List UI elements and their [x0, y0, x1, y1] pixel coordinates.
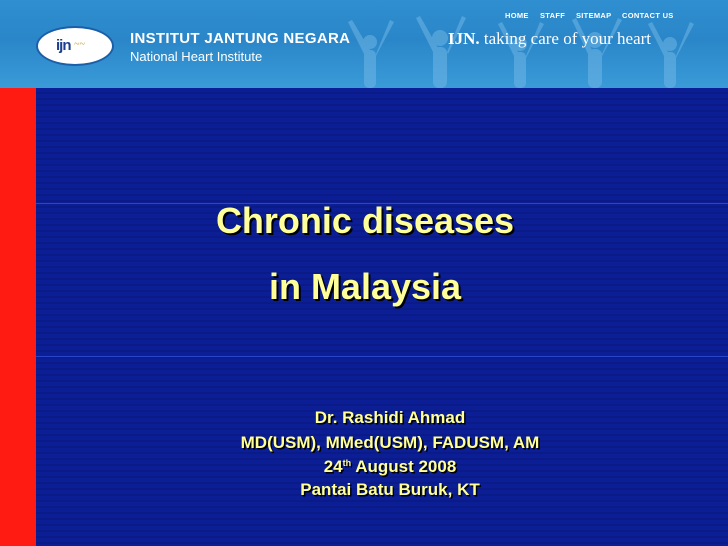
nav-contact-us-link[interactable]: CONTACT US: [622, 11, 674, 20]
date-day: 24: [323, 457, 343, 476]
left-accent-bar: [0, 88, 36, 546]
people-silhouette-graphic: [330, 14, 728, 88]
nav-staff-link[interactable]: STAFF: [540, 11, 566, 20]
presenter-qualifications: MD(USM), MMed(USM), FADUSM, AM: [240, 433, 540, 452]
date-month-year: August 2008: [351, 457, 457, 476]
ijn-logo: [36, 26, 114, 66]
presentation-date: [150, 457, 630, 477]
tagline: [448, 29, 651, 49]
nav-home-link[interactable]: HOME: [505, 11, 529, 20]
presenter-name: Dr. Rashidi Ahmad: [314, 408, 466, 427]
nav-sitemap-link[interactable]: SITEMAP: [576, 11, 612, 20]
logo-script-mark: ~~: [74, 39, 85, 50]
date-suffix: th: [342, 458, 352, 468]
tagline-brand: IJN.: [448, 29, 480, 48]
tagline-text: taking care of your heart: [479, 29, 651, 48]
slide-title-line2: in Malaysia: [268, 266, 462, 307]
institute-name: INSTITUT JANTUNG NEGARA: [130, 30, 351, 47]
slide-title-line1: Chronic diseases: [215, 200, 515, 241]
divider-line: [36, 356, 728, 357]
institute-subtitle: National Heart Institute: [130, 49, 263, 64]
header-banner: [0, 0, 728, 88]
presentation-venue: Pantai Batu Buruk, KT: [300, 480, 480, 499]
slide-background: [36, 88, 728, 546]
logo-text: ijn: [56, 37, 71, 54]
